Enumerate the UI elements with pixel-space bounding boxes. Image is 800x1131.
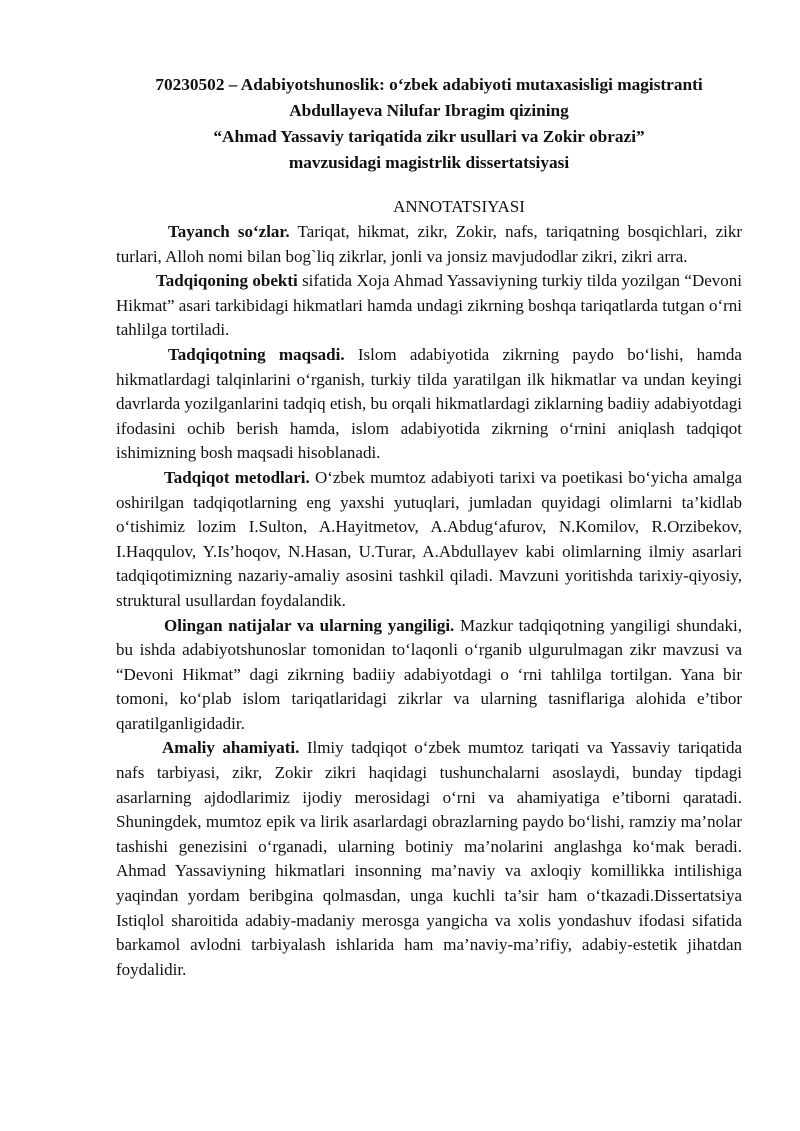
methods-text: O‘zbek mumtoz adabiyoti tarixi va poetikasi bo‘yicha amalga oshirilgan tadqiqotlarning eng yaxshi yutuqlari, jumladan quyidagi olimlarni ta’kidlab o‘tishimiz lozim I.Sulton, A.Hayitmetov, A.Abdug‘afurov, N.Komilov, R.Orzibekov, I.Haqqulov, Y.Is’hoqov, N.Hasan, U.Turar, A.Abdullayev kabi olimlarning ilmiy asarlari tadqiqotimizning nazariy-amaliy asosini tashkil qiladi. Mavzuni yoritishda tarixiy-qiyosiy, struktural usullardan foydalandik. — [116, 467, 742, 610]
dissertation-heading — [116, 72, 742, 176]
annotation-title: ANNOTATSIYASI — [393, 197, 525, 216]
goal-text: Islom adabiyotida zikrning paydo bo‘lishi, hamda hikmatlardagi talqinlarini o‘rganish, turkiy tilda yaratilgan ilk hikmatlar va undan keyingi davrlarda yozilganlarini tadqiq etish, bu orqali hikmatlardagi ziklarning badiiy adabiyotdagi ifodasini ochib berish hamda, islom adabiyotida zikrning o‘rnini aniqlash tadqiqot ishimizning bosh maqsadi hisoblanadi. — [116, 344, 742, 463]
heading-line-author: Abdullayeva Nilufar Ibragim qizining — [289, 101, 569, 120]
heading-line-specialty: 70230502 – Adabiyotshunoslik: o‘zbek adabiyoti mutaxasisligi magistranti — [155, 75, 703, 94]
goal-paragraph — [116, 343, 742, 466]
goal-label: Tadqiqotning maqsadi. — [168, 344, 345, 364]
practical-paragraph — [116, 736, 742, 982]
methods-label: Tadqiqot metodlari. — [164, 467, 310, 487]
object-paragraph — [116, 269, 742, 343]
methods-paragraph — [116, 466, 742, 614]
practical-text: Ilmiy tadqiqot o‘zbek mumtoz tariqati va Yassaviy tariqatida nafs tarbiyasi, zikr, Zokir zikri haqidagi tushunchalarni asoslaydi, bunday tipdagi asarlarning ajdodlarimiz ijodiy merosidagi o‘rni va ahamiyatiga e’tiborni qaratadi. Shuningdek, mumtoz epik va lirik asarlardagi obrazlarning paydo bo‘lishi, ramziy ma’nolar tashishi genezisini o‘rganadi, ularning botiniy ma’nolarini anglashga ko‘mak beradi. Ahmad Yassaviyning hikmatlari insonning ma’naviy va axloqiy komillikka intilishiga yaqindan yordam beribgina qolmasdan, unga kuchli ta’sir ham o‘tkazadi.Dissertatsiya Istiqlol sharoitida adabiy-madaniy merosga yangicha va xolis yondashuv ifodasi sifatida barkamol avlodni tarbiyalash ishlarida ham ma’naviy-ma’rifiy, adabiy-estetik jihatdan foydalidir. — [116, 738, 743, 979]
practical-label: Amaliy ahamiyati. — [162, 738, 300, 758]
heading-line-topic: “Ahmad Yassaviy tariqatida zikr usullari va Zokir obrazi” — [213, 127, 645, 146]
document-page — [116, 72, 742, 982]
heading-line-type: mavzusidagi magistrlik dissertatsiyasi — [288, 153, 570, 172]
keywords-text: Tariqat, hikmat, zikr, Zokir, nafs, tariqatning bosqichlari, zikr turlari, Alloh nomi bilan bog`liq zikrlar, jonli va jonsiz mavjudodlar zikri, zikri arra. — [116, 222, 742, 266]
results-paragraph — [116, 614, 742, 737]
results-text: Mazkur tadqiqotning yangiligi shundaki, bu ishda adabiyotshunoslar tomonidan to‘laqonli o‘rganib ulgurulmagan zikr mavzusi va “Devoni Hikmat” dagi zikrning badiiy adabiyotdagi o ‘rni tahlilga tortilgan. Yana bir tomoni, ko‘plab islom tariqatlaridagi zikrlar va ularning tasniflariga alohida e’tibor qaratilganligidadir. — [116, 615, 742, 733]
keywords-label: Tayanch so‘zlar. — [168, 222, 290, 241]
object-label: Tadqiqoning obekti — [156, 271, 298, 291]
object-text: sifatida Xoja Ahmad Yassaviyning turkiy tilda yozilgan “Devoni Hikmat” asari tarkibidagi hikmatlari hamda undagi zikrning boshqa tariqatlarda tutgan o‘rni tahlilga tortiladi. — [116, 271, 742, 340]
keywords-paragraph — [116, 220, 742, 269]
results-label: Olingan natijalar va ularning yangiligi. — [164, 615, 455, 635]
